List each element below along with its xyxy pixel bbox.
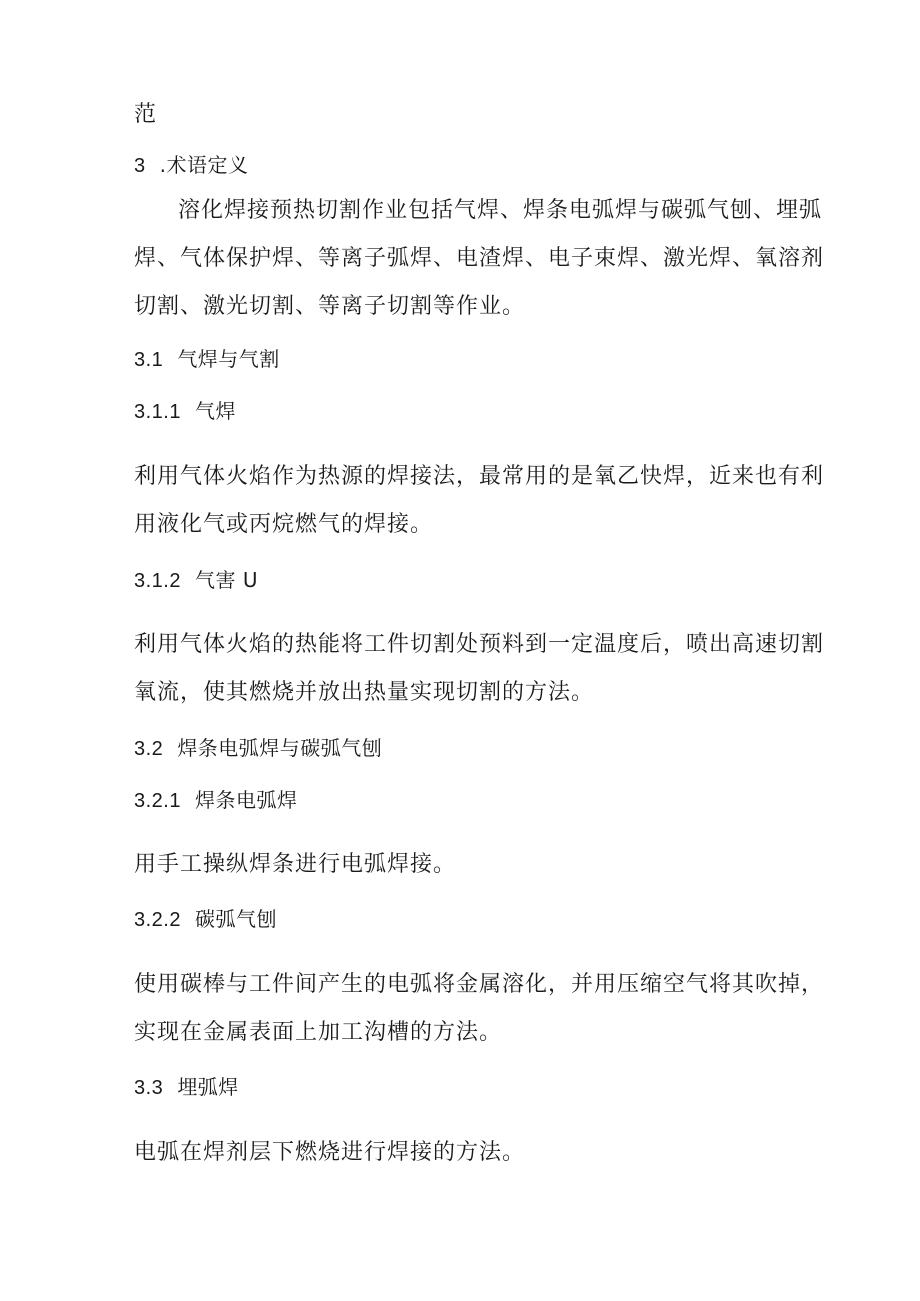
section-number: 3.2.1 bbox=[134, 790, 181, 812]
section-number: 3.2 bbox=[134, 738, 164, 760]
section-title: 气焊 bbox=[194, 399, 236, 423]
paragraph-line: 用手工操纵焊条进行电弧焊接。 bbox=[134, 852, 457, 877]
section-title: .术语定义 bbox=[159, 153, 249, 177]
section-heading-3-2 bbox=[134, 733, 382, 764]
section-number: 3.3 bbox=[134, 1077, 164, 1099]
section-heading-3-2-2 bbox=[134, 904, 277, 935]
paragraph-line: 用液化气或丙烷燃气的焊接。 bbox=[134, 512, 434, 537]
paragraph-line: 利用气体火焰作为热源的焊接法，最常用的是氧乙快焊，近来也有利 bbox=[134, 464, 825, 489]
paragraph-line: 溶化焊接预热切割作业包括气焊、焊条电弧焊与碳弧气刨、埋弧 bbox=[178, 198, 823, 223]
section-title: 气焊与气割 bbox=[177, 347, 280, 371]
section-heading-3-3 bbox=[134, 1072, 239, 1103]
section-title: 碳弧气刨 bbox=[194, 907, 277, 931]
paragraph-line: 电弧在焊剂层下燃烧进行焊接的方法。 bbox=[134, 1140, 526, 1165]
section-title: 焊条电弧焊 bbox=[194, 788, 298, 812]
section-heading-3 bbox=[134, 150, 248, 181]
section-number: 3.2.2 bbox=[134, 909, 181, 931]
section-title: 气害 U bbox=[194, 568, 258, 592]
paragraph-line: 利用气体火焰的热能将工件切割处预料到一定温度后，喷出高速切割 bbox=[134, 632, 825, 657]
section-title: 埋弧焊 bbox=[177, 1075, 239, 1099]
section-heading-3-1 bbox=[134, 344, 280, 375]
section-title: 焊条电弧焊与碳弧气刨 bbox=[177, 736, 383, 760]
paragraph-line: 实现在金属表面上加工沟槽的方法。 bbox=[134, 1020, 503, 1045]
section-number: 3 bbox=[134, 155, 146, 177]
section-number: 3.1.1 bbox=[134, 401, 181, 423]
paragraph-line: 使用碳棒与工件间产生的电弧将金属溶化，并用压缩空气将其吹掉， bbox=[134, 972, 825, 997]
section-heading-3-1-2 bbox=[134, 565, 258, 596]
section-heading-3-2-1 bbox=[134, 785, 297, 816]
paragraph-line: 焊、气体保护焊、等离子弧焊、电渣焊、电子束焊、激光焊、氧溶剂 bbox=[134, 246, 825, 271]
section-number: 3.1 bbox=[134, 349, 164, 371]
text-line: 范 bbox=[134, 102, 158, 127]
section-number: 3.1.2 bbox=[134, 570, 181, 592]
paragraph-line: 氧流，使其燃烧并放出热量实现切割的方法。 bbox=[134, 680, 595, 705]
paragraph-line: 切割、激光切割、等离子切割等作业。 bbox=[134, 294, 526, 319]
section-heading-3-1-1 bbox=[134, 396, 236, 427]
